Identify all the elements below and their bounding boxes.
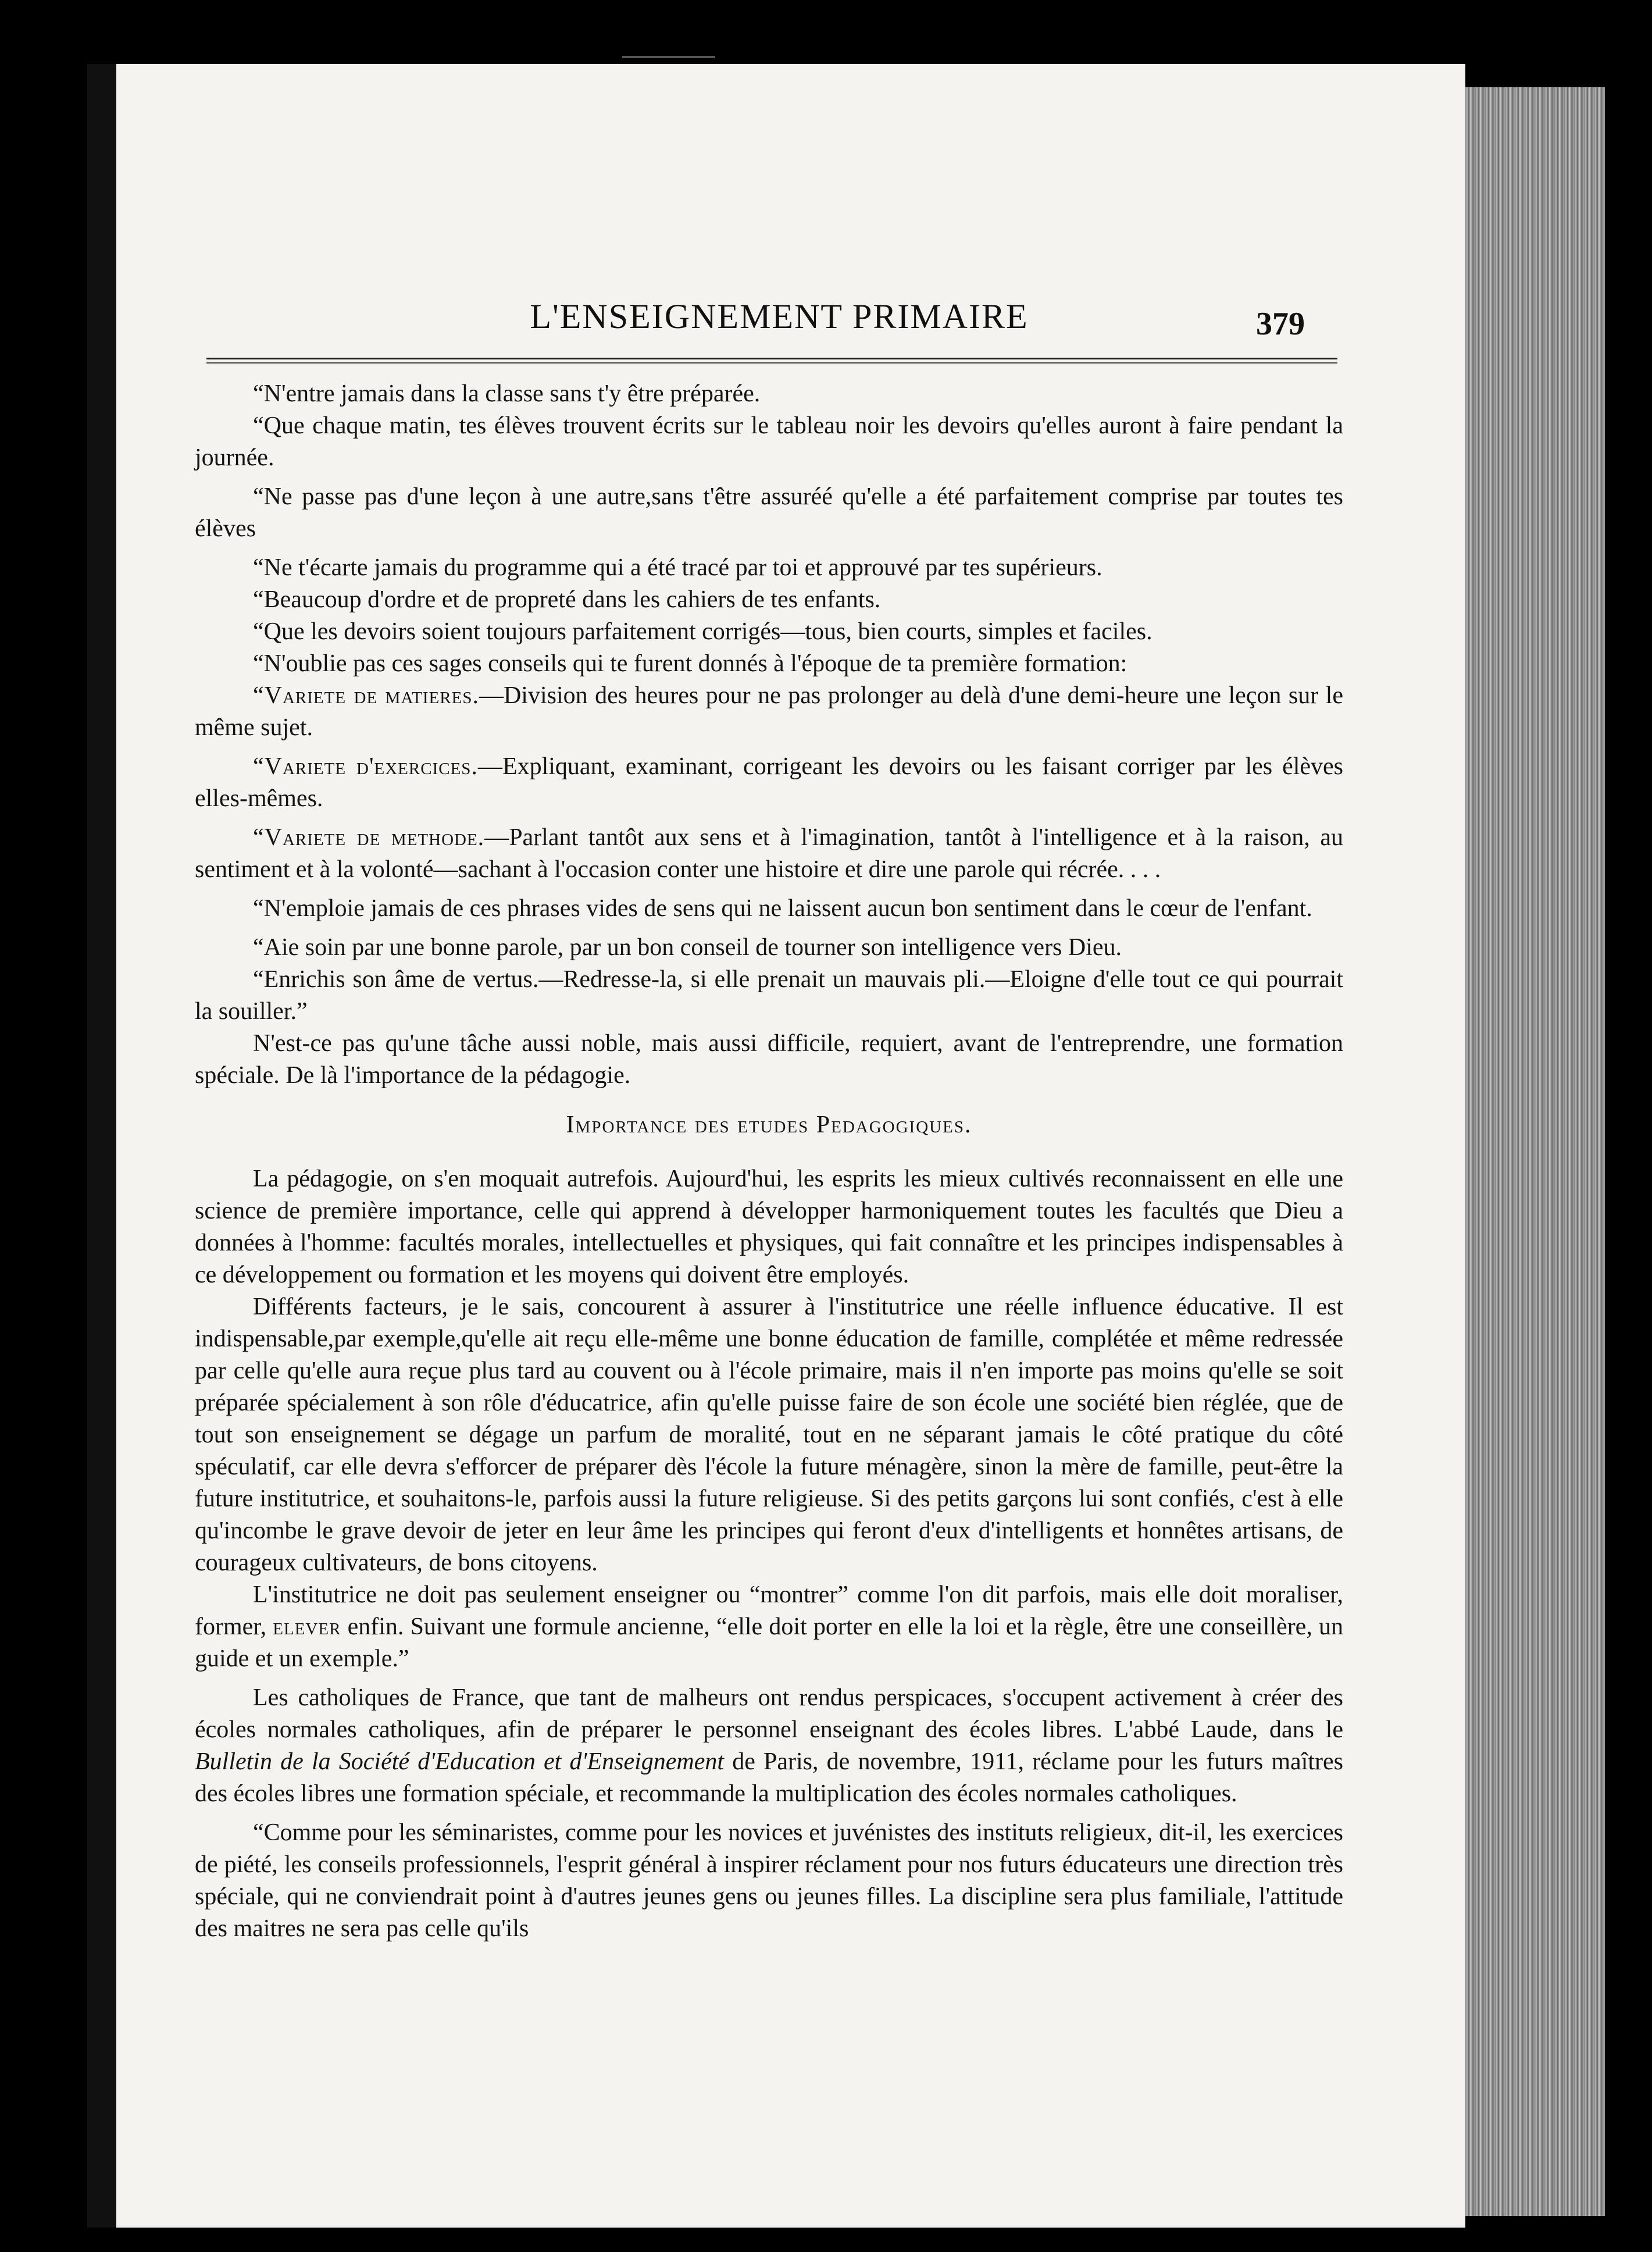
- paragraph: N'est-ce pas qu'une tâche aussi noble, mais aussi difficile, requiert, avant de l'entreprendre, une formation spéciale. De là l'importance de la pédagogie.: [195, 1030, 1343, 1089]
- variety-label: “Variete de matieres.: [253, 682, 479, 709]
- variety-paragraph: [195, 751, 1343, 815]
- page-header: [116, 233, 1465, 342]
- paragraph: “Ne t'écarte jamais du programme qui a été tracé par toi et approuvé par tes supérieurs.: [253, 554, 1102, 581]
- page-stack-edge: [1465, 87, 1605, 2216]
- paragraph: “Enrichis son âme de vertus.—Redresse-la, si elle prenait un mauvais pli.—Eloigne d'elle tout ce qui pourrait la souiller.”: [195, 966, 1343, 1025]
- text-run: L'institutrice ne doit pas seulement enseigner ou “montrer” comme l'on dit parfois, mais elle doit moraliser, former,: [195, 1581, 1343, 1640]
- text-run: enfin. Suivant une formule ancienne, “elle doit porter en elle la loi et la règle, être une conseillère, un guide et un exemple.”: [195, 1613, 1343, 1672]
- paragraph: “Beaucoup d'ordre et de propreté dans les cahiers de tes enfants.: [253, 586, 881, 613]
- paragraph: “N'entre jamais dans la classe sans t'y être préparée.: [253, 380, 761, 407]
- publication-title: Bulletin de la Société d'Education et d'Enseignement: [195, 1748, 725, 1775]
- paragraph: “N'oublie pas ces sages conseils qui te furent donnés à l'époque de ta première formation:: [253, 650, 1128, 677]
- variety-text: —Division des heures pour ne pas prolonger au delà d'une demi-heure une leçon sur le même sujet.: [195, 682, 1343, 741]
- book-page: [116, 64, 1465, 2228]
- variety-paragraph: [195, 680, 1343, 744]
- page-number: 379: [1256, 306, 1305, 342]
- paragraph: [195, 1579, 1343, 1675]
- emphasis-word: elever: [273, 1613, 341, 1640]
- variety-text: —Expliquant, examinant, corrigeant les devoirs ou les faisant corriger par les élèves elles-mêmes.: [195, 753, 1344, 812]
- paragraph: “Aie soin par une bonne parole, par un bon conseil de tourner son intelligence vers Dieu.: [253, 934, 1122, 961]
- paragraph: La pédagogie, on s'en moquait autrefois. Aujourd'hui, les esprits les mieux cultivés reconnaissent en elle une science de première importance, celle qui apprend à développer harmoniquement toutes les facultés que Dieu a données à l'homme: facultés morales, intellectuelles et physiques, qui fait connaître et les principes indispensables à ce développement ou formation et les moyens qui doivent être employés.: [195, 1166, 1343, 1288]
- paragraph: “Que chaque matin, tes élèves trouvent écrits sur le tableau noir les devoirs qu'elles auront à faire pendant la journée.: [195, 412, 1343, 471]
- paragraph: “Comme pour les séminaristes, comme pour les novices et juvénistes des instituts religieux, dit-il, les exercices de piété, les conseils professionnels, l'esprit général à inspirer réclament pour nos futurs éducateurs une direction très spéciale, qui ne conviendrait point à d'autres jeunes gens ou jeunes filles. La discipline sera plus familiale, l'attitude des maitres ne sera pas celle qu'ils: [195, 1819, 1343, 1942]
- paragraph: Différents facteurs, je le sais, concourent à assurer à l'institutrice une réelle influence éducative. Il est indispensable,par exemple,qu'elle ait reçu elle-même une bonne éducation de famille, complétée et même redressée par celle qu'elle aura reçue plus tard au couvent ou à l'école primaire, mais il n'en importe pas moins qu'elle se soit préparée spécialement à son rôle d'éducatrice, afin qu'elle puisse faire de son école une société bien réglée, que de tout son enseignement se dégage un parfum de moralité, tout en ne séparant jamais le côté pratique du côté spéculatif, car elle devra s'efforcer de préparer dès l'école la future ménagère, sinon la mère de famille, peut-être la future institutrice, et souhaitons-le, parfois aussi la future religieuse. Si des petits garçons lui sont confiés, c'est à elle qu'incombe le grave devoir de jeter en leur âme les principes qui feront d'eux d'intelligents et honnêtes artisans, de courageux cultivateurs, de bons citoyens.: [195, 1294, 1343, 1576]
- paragraph: [195, 1682, 1343, 1810]
- section-heading: Importance des etudes Pedagogiques.: [566, 1111, 972, 1138]
- variety-label: “Variete d'exercices.: [253, 753, 478, 780]
- variety-paragraph: [195, 822, 1343, 886]
- text-run: Les catholiques de France, que tant de malheurs ont rendus perspicaces, s'occupent activement à créer des écoles normales catholiques, afin de préparer le personnel enseignant des écoles libres. L'abbé Laude, dans le: [195, 1684, 1343, 1743]
- book-binding-shadow: [87, 64, 116, 2228]
- variety-label: “Variete de methode.: [253, 824, 485, 851]
- header-rule: [206, 358, 1337, 364]
- text-run: de Paris, de novembre, 1911, réclame pour les futurs maîtres des écoles libres une formation spéciale, et recommande la multiplication des écoles normales catholiques.: [195, 1748, 1343, 1807]
- running-title: L'ENSEIGNEMENT PRIMAIRE: [530, 297, 1029, 336]
- scan-mark: [622, 56, 715, 58]
- paragraph: “N'emploie jamais de ces phrases vides de sens qui ne laissent aucun bon sentiment dans le cœur de l'enfant.: [253, 895, 1312, 922]
- variety-text: —Parlant tantôt aux sens et à l'imagination, tantôt à l'intelligence et à la raison, au sentiment et à la volonté—sachant à l'occasion conter une histoire et dire une parole qui récrée. . . .: [195, 824, 1343, 883]
- page-body: [195, 378, 1343, 1945]
- paragraph: “Que les devoirs soient toujours parfaitement corrigés—tous, bien courts, simples et faciles.: [253, 618, 1153, 645]
- paragraph: “Ne passe pas d'une leçon à une autre,sans t'être assuréé qu'elle a été parfaitement comprise par toutes tes élèves: [195, 483, 1343, 542]
